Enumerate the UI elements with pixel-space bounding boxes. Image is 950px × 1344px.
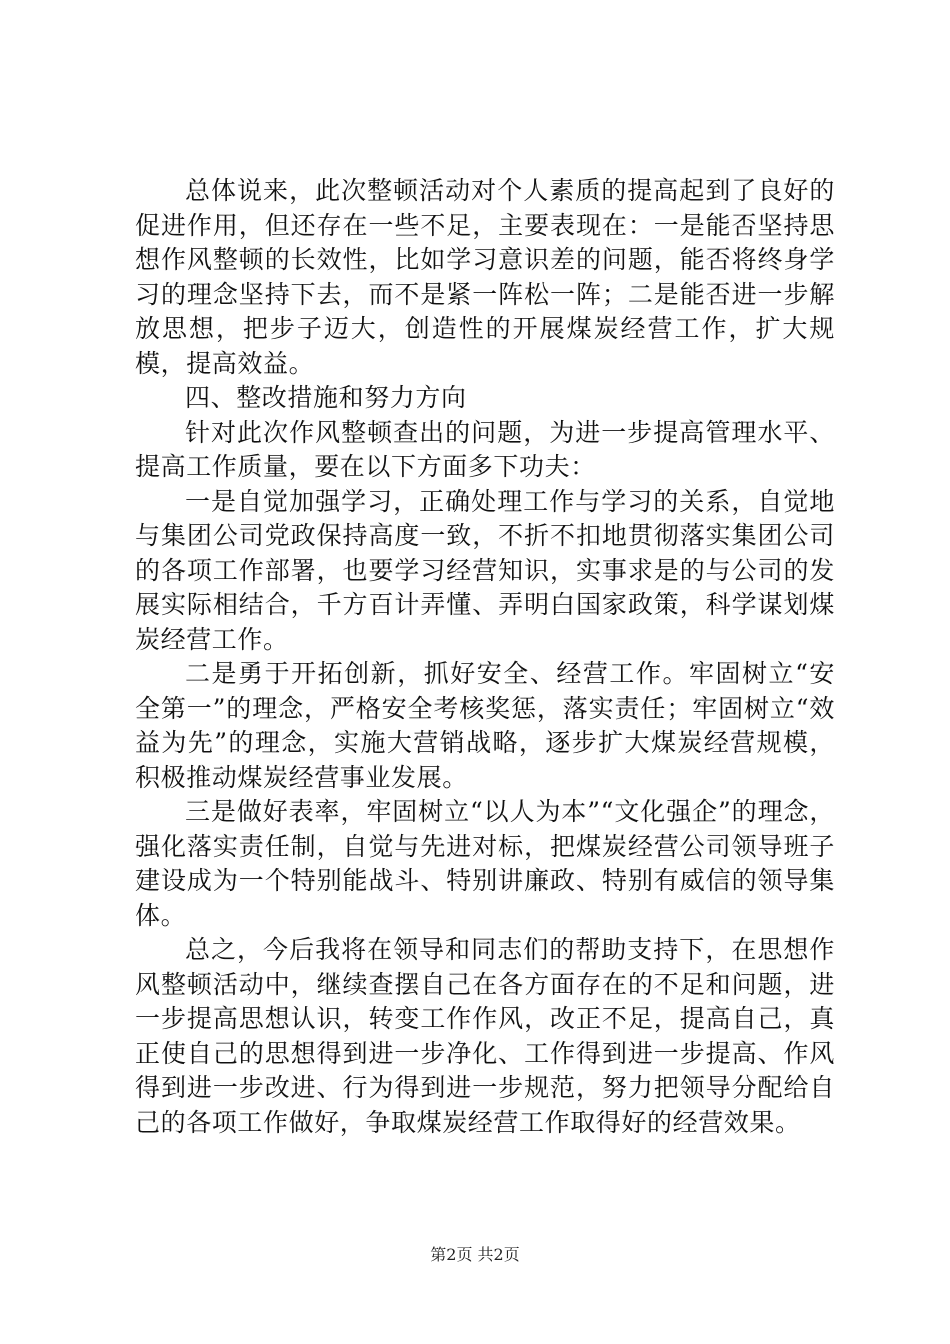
document-body [135, 174, 835, 1140]
section-heading: 四、整改措施和努力方向 [185, 383, 467, 412]
page-number-footer: 第2页 共2页 [430, 1245, 520, 1264]
paragraph-conclusion: 总之，今后我将在领导和同志们的帮助支持下，在思想作风整顿活动中，继续查摆自己在各方面存在的不足和问题，进一步提高思想认识，转变工作作风，改正不足，提高自己，真正使自己的思想得到进一步净化、工作得到进一步提高、作风得到进一步改进、行为得到进一步规范，努力把领导分配给自己的各项工作做好，争取煤炭经营工作取得好的经营效果。 [135, 935, 835, 1137]
paragraph-measure-three: 三是做好表率，牢固树立“以人为本”“文化强企”的理念，强化落实责任制，自觉与先进对标，把煤炭经营公司领导班子建设成为一个特别能战斗、特别讲廉政、特别有威信的领导集体。 [135, 797, 835, 930]
paragraph-intro: 针对此次作风整顿查出的问题，为进一步提高管理水平、提高工作质量，要在以下方面多下功夫： [135, 417, 835, 481]
paragraph-summary: 总体说来，此次整顿活动对个人素质的提高起到了良好的促进作用，但还存在一些不足，主要表现在：一是能否坚持思想作风整顿的长效性，比如学习意识差的问题，能否将终身学习的理念坚持下去，而不是紧一阵松一阵；二是能否进一步解放思想，把步子迈大，创造性的开展煤炭经营工作，扩大规模，提高效益。 [135, 176, 835, 378]
paragraph-measure-one: 一是自觉加强学习，正确处理工作与学习的关系，自觉地与集团公司党政保持高度一致，不折不扣地贯彻落实集团公司的各项工作部署，也要学习经营知识，实事求是的与公司的发展实际相结合，千方百计弄懂、弄明白国家政策，科学谋划煤炭经营工作。 [135, 486, 835, 654]
paragraph-measure-two: 二是勇于开拓创新，抓好安全、经营工作。牢固树立“安全第一”的理念，严格安全考核奖惩，落实责任；牢固树立“效益为先”的理念，实施大营销战略，逐步扩大煤炭经营规模，积极推动煤炭经营事业发展。 [135, 659, 835, 792]
